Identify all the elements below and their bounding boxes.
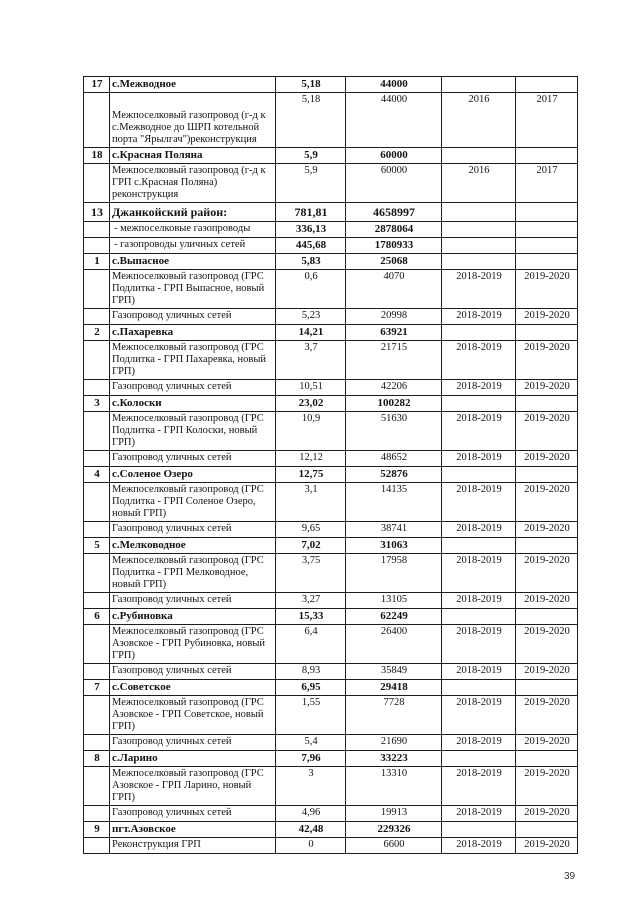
- start-period-cell: [442, 680, 516, 696]
- name-cell: [110, 522, 276, 538]
- name-line: порта "Ярылгач")реконструкция: [112, 134, 257, 145]
- cost-cell: 6600: [346, 838, 442, 854]
- name-cell: [110, 696, 276, 735]
- cost-cell: 42206: [346, 380, 442, 396]
- end-period-cell: [516, 325, 578, 341]
- name-line: ГРП): [112, 650, 135, 661]
- name-line: с.Колоски: [112, 397, 162, 409]
- length-cell: 3,7: [276, 341, 346, 380]
- name-line: ГРП): [112, 721, 135, 732]
- cost-cell: 4658997: [346, 203, 442, 222]
- detail-row: [84, 806, 578, 822]
- name-line: - межпоселковые газопроводы: [114, 223, 251, 234]
- start-period-cell: [442, 203, 516, 222]
- start-period-cell: [442, 751, 516, 767]
- end-period-cell: 2019-2020: [516, 522, 578, 538]
- name-line: с.Пахаревка: [112, 326, 174, 338]
- end-period-cell: 2019-2020: [516, 806, 578, 822]
- cost-cell: 29418: [346, 680, 442, 696]
- end-period-cell: [516, 822, 578, 838]
- name-line: Газопровод уличных сетей: [112, 452, 232, 463]
- start-period-cell: 2018-2019: [442, 309, 516, 325]
- name-line: Межпоселковый газопровод (ГРС: [112, 413, 264, 424]
- detail-row: [84, 664, 578, 680]
- row-number-cell: [84, 522, 110, 538]
- start-period-cell: 2018-2019: [442, 483, 516, 522]
- group-row: [84, 538, 578, 554]
- end-period-cell: [516, 396, 578, 412]
- cost-cell: 31063: [346, 538, 442, 554]
- length-cell: 6,4: [276, 625, 346, 664]
- detail-row: [84, 625, 578, 664]
- start-period-cell: 2018-2019: [442, 380, 516, 396]
- end-period-cell: [516, 467, 578, 483]
- start-period-cell: 2018-2019: [442, 735, 516, 751]
- end-period-cell: [516, 609, 578, 625]
- name-line: ГРП): [112, 437, 135, 448]
- cost-cell: 100282: [346, 396, 442, 412]
- group-row: [84, 77, 578, 93]
- start-period-cell: [442, 609, 516, 625]
- end-period-cell: [516, 538, 578, 554]
- name-line: с.Ларино: [112, 752, 158, 764]
- row-number-cell: [84, 270, 110, 309]
- cost-cell: 2878064: [346, 222, 442, 238]
- name-cell: [110, 270, 276, 309]
- start-period-cell: 2016: [442, 164, 516, 203]
- cost-cell: 13310: [346, 767, 442, 806]
- name-line: с.Соленое Озеро: [112, 468, 193, 480]
- end-period-cell: 2019-2020: [516, 838, 578, 854]
- row-number-cell: [84, 696, 110, 735]
- name-line: Газопровод уличных сетей: [112, 381, 232, 392]
- name-line: Газопровод уличных сетей: [112, 310, 232, 321]
- end-period-cell: [516, 148, 578, 164]
- name-cell: [110, 341, 276, 380]
- length-cell: 7,02: [276, 538, 346, 554]
- length-cell: 5,4: [276, 735, 346, 751]
- detail-row: [84, 522, 578, 538]
- name-line: с.Красная Поляна: [112, 149, 203, 161]
- name-cell: [110, 222, 276, 238]
- group-row: [84, 609, 578, 625]
- length-cell: 5,23: [276, 309, 346, 325]
- start-period-cell: 2018-2019: [442, 341, 516, 380]
- row-number-cell: 9: [84, 822, 110, 838]
- cost-cell: 26400: [346, 625, 442, 664]
- detail-row: [84, 735, 578, 751]
- cost-cell: 62249: [346, 609, 442, 625]
- cost-cell: 44000: [346, 77, 442, 93]
- end-period-cell: 2019-2020: [516, 696, 578, 735]
- name-line: ГРП): [112, 792, 135, 803]
- length-cell: 23,02: [276, 396, 346, 412]
- start-period-cell: 2018-2019: [442, 451, 516, 467]
- name-cell: [110, 609, 276, 625]
- name-cell: [110, 380, 276, 396]
- name-line: Межпоселковый газопровод (г-д к: [112, 165, 266, 176]
- cost-cell: 19913: [346, 806, 442, 822]
- name-cell: [110, 77, 276, 93]
- length-cell: 10,51: [276, 380, 346, 396]
- name-line: Подлитка - ГРП Выпасное, новый: [112, 283, 265, 294]
- detail-row: [84, 696, 578, 735]
- name-cell: [110, 467, 276, 483]
- gas-pipeline-table: [83, 76, 578, 854]
- row-number-cell: [84, 451, 110, 467]
- name-line: Азовское - ГРП Советское, новый: [112, 709, 264, 720]
- name-cell: [110, 664, 276, 680]
- end-period-cell: 2019-2020: [516, 380, 578, 396]
- cost-cell: 7728: [346, 696, 442, 735]
- detail-row: [84, 93, 578, 148]
- end-period-cell: [516, 751, 578, 767]
- row-number-cell: 1: [84, 254, 110, 270]
- name-cell: [110, 325, 276, 341]
- cost-cell: 21690: [346, 735, 442, 751]
- row-number-cell: [84, 806, 110, 822]
- end-period-cell: [516, 238, 578, 254]
- row-number-cell: [84, 838, 110, 854]
- row-number-cell: 6: [84, 609, 110, 625]
- detail-row: [84, 412, 578, 451]
- end-period-cell: 2017: [516, 164, 578, 203]
- row-number-cell: 18: [84, 148, 110, 164]
- start-period-cell: [442, 325, 516, 341]
- group-row: [84, 325, 578, 341]
- cost-cell: 14135: [346, 483, 442, 522]
- length-cell: 3,75: [276, 554, 346, 593]
- length-cell: 0,6: [276, 270, 346, 309]
- name-cell: [110, 767, 276, 806]
- table-body: [84, 77, 578, 854]
- name-line: Межпоселковый газопровод (ГРС: [112, 697, 264, 708]
- name-line: Газопровод уличных сетей: [112, 523, 232, 534]
- name-line: Подлитка - ГРП Колоски, новый: [112, 425, 258, 436]
- name-cell: [110, 93, 276, 148]
- name-cell: [110, 412, 276, 451]
- group-row: [84, 467, 578, 483]
- name-cell: [110, 254, 276, 270]
- length-cell: 445,68: [276, 238, 346, 254]
- name-line: Газопровод уличных сетей: [112, 665, 232, 676]
- cost-cell: 25068: [346, 254, 442, 270]
- end-period-cell: 2019-2020: [516, 309, 578, 325]
- end-period-cell: 2019-2020: [516, 483, 578, 522]
- end-period-cell: 2019-2020: [516, 451, 578, 467]
- name-line: с.Межводное до ШРП котельной: [112, 122, 260, 133]
- length-cell: 12,12: [276, 451, 346, 467]
- name-line: Межпоселковый газопровод (ГРС: [112, 342, 264, 353]
- length-cell: 1,55: [276, 696, 346, 735]
- start-period-cell: [442, 238, 516, 254]
- start-period-cell: [442, 467, 516, 483]
- cost-cell: 52876: [346, 467, 442, 483]
- row-number-cell: 17: [84, 77, 110, 93]
- row-number-cell: [84, 664, 110, 680]
- end-period-cell: 2019-2020: [516, 270, 578, 309]
- name-cell: [110, 822, 276, 838]
- row-number-cell: [84, 164, 110, 203]
- detail-row: [84, 483, 578, 522]
- length-cell: 15,33: [276, 609, 346, 625]
- length-cell: 14,21: [276, 325, 346, 341]
- start-period-cell: 2018-2019: [442, 554, 516, 593]
- name-cell: [110, 238, 276, 254]
- name-line: Подлитка - ГРП Соленое Озеро,: [112, 496, 256, 507]
- detail-row: [84, 270, 578, 309]
- name-cell: [110, 680, 276, 696]
- row-number-cell: [84, 238, 110, 254]
- name-cell: [110, 396, 276, 412]
- name-line: с.Рубиновка: [112, 610, 173, 622]
- detail-row: [84, 164, 578, 203]
- row-number-cell: 2: [84, 325, 110, 341]
- group-row: [84, 680, 578, 696]
- length-cell: 5,18: [276, 93, 346, 148]
- length-cell: 336,13: [276, 222, 346, 238]
- row-number-cell: [84, 483, 110, 522]
- detail-row: [84, 341, 578, 380]
- name-line: Межпоселковый газопровод (г-д к: [112, 110, 266, 121]
- length-cell: 42,48: [276, 822, 346, 838]
- cost-cell: 60000: [346, 148, 442, 164]
- end-period-cell: 2019-2020: [516, 593, 578, 609]
- length-cell: 5,18: [276, 77, 346, 93]
- detail-row: [84, 451, 578, 467]
- name-line: Азовское - ГРП Ларино, новый: [112, 780, 252, 791]
- row-number-cell: [84, 412, 110, 451]
- length-cell: 10,9: [276, 412, 346, 451]
- start-period-cell: 2018-2019: [442, 522, 516, 538]
- name-line: ГРП): [112, 366, 135, 377]
- length-cell: 8,93: [276, 664, 346, 680]
- group-row: [84, 396, 578, 412]
- row-number-cell: [84, 309, 110, 325]
- cost-cell: 1780933: [346, 238, 442, 254]
- cost-cell: 63921: [346, 325, 442, 341]
- name-line: Подлитка - ГРП Мелководное,: [112, 567, 249, 578]
- name-cell: [110, 735, 276, 751]
- name-cell: [110, 538, 276, 554]
- end-period-cell: 2017: [516, 93, 578, 148]
- detail-row: [84, 593, 578, 609]
- start-period-cell: [442, 77, 516, 93]
- row-number-cell: 13: [84, 203, 110, 222]
- cost-cell: 13105: [346, 593, 442, 609]
- row-number-cell: [84, 735, 110, 751]
- start-period-cell: 2018-2019: [442, 593, 516, 609]
- start-period-cell: 2018-2019: [442, 664, 516, 680]
- name-cell: [110, 751, 276, 767]
- cost-cell: 229326: [346, 822, 442, 838]
- start-period-cell: 2018-2019: [442, 625, 516, 664]
- page-number: 39: [564, 871, 576, 882]
- detail-row: [84, 767, 578, 806]
- length-cell: 7,96: [276, 751, 346, 767]
- name-line: Реконструкция ГРП: [112, 839, 201, 850]
- end-period-cell: 2019-2020: [516, 664, 578, 680]
- end-period-cell: 2019-2020: [516, 767, 578, 806]
- name-line: Газопровод уличных сетей: [112, 807, 232, 818]
- row-number-cell: 7: [84, 680, 110, 696]
- start-period-cell: 2018-2019: [442, 270, 516, 309]
- start-period-cell: [442, 222, 516, 238]
- end-period-cell: [516, 254, 578, 270]
- row-number-cell: [84, 380, 110, 396]
- row-number-cell: [84, 341, 110, 380]
- detail-row: [84, 838, 578, 854]
- row-number-cell: [84, 625, 110, 664]
- name-line: новый ГРП): [112, 579, 167, 590]
- row-number-cell: [84, 222, 110, 238]
- length-cell: 5,9: [276, 148, 346, 164]
- name-cell: [110, 483, 276, 522]
- group-row: [84, 751, 578, 767]
- length-cell: 9,65: [276, 522, 346, 538]
- length-cell: 781,81: [276, 203, 346, 222]
- group-row: [84, 203, 578, 222]
- length-cell: 4,96: [276, 806, 346, 822]
- row-number-cell: [84, 767, 110, 806]
- cost-cell: 21715: [346, 341, 442, 380]
- group-row: [84, 822, 578, 838]
- end-period-cell: 2019-2020: [516, 735, 578, 751]
- start-period-cell: [442, 822, 516, 838]
- cost-cell: 35849: [346, 664, 442, 680]
- name-line: Подлитка - ГРП Пахаревка, новый: [112, 354, 267, 365]
- cost-cell: 48652: [346, 451, 442, 467]
- row-number-cell: 4: [84, 467, 110, 483]
- row-number-cell: 5: [84, 538, 110, 554]
- name-line: Газопровод уличных сетей: [112, 736, 232, 747]
- row-number-cell: 8: [84, 751, 110, 767]
- detail-row: [84, 309, 578, 325]
- start-period-cell: 2018-2019: [442, 696, 516, 735]
- name-line: Газопровод уличных сетей: [112, 594, 232, 605]
- name-line: пгт.Азовское: [112, 823, 176, 835]
- row-number-cell: [84, 554, 110, 593]
- name-line: с.Мелководное: [112, 539, 186, 551]
- detail-row: [84, 380, 578, 396]
- name-line: Азовское - ГРП Рубиновка, новый: [112, 638, 266, 649]
- name-line: Межпоселковый газопровод (ГРС: [112, 271, 264, 282]
- name-line: новый ГРП): [112, 508, 167, 519]
- end-period-cell: [516, 222, 578, 238]
- name-line: с.Выпасное: [112, 255, 169, 267]
- name-cell: [110, 554, 276, 593]
- name-line: реконструкция: [112, 189, 179, 200]
- name-line: Межпоселковый газопровод (ГРС: [112, 768, 264, 779]
- cost-cell: 4070: [346, 270, 442, 309]
- name-line: ГРП с.Красная Поляна): [112, 177, 218, 188]
- length-cell: 6,95: [276, 680, 346, 696]
- name-line: с.Советское: [112, 681, 171, 693]
- start-period-cell: [442, 396, 516, 412]
- start-period-cell: 2018-2019: [442, 838, 516, 854]
- end-period-cell: [516, 203, 578, 222]
- row-number-cell: [84, 593, 110, 609]
- row-number-cell: [84, 93, 110, 148]
- group-row: [84, 148, 578, 164]
- detail-row: [84, 238, 578, 254]
- start-period-cell: 2018-2019: [442, 412, 516, 451]
- length-cell: 3,1: [276, 483, 346, 522]
- detail-row: [84, 554, 578, 593]
- name-line: с.Межводное: [112, 78, 177, 90]
- length-cell: 3,27: [276, 593, 346, 609]
- name-cell: [110, 309, 276, 325]
- name-cell: [110, 838, 276, 854]
- end-period-cell: 2019-2020: [516, 341, 578, 380]
- cost-cell: 17958: [346, 554, 442, 593]
- name-line: Межпоселковый газопровод (ГРС: [112, 626, 264, 637]
- end-period-cell: 2019-2020: [516, 412, 578, 451]
- start-period-cell: [442, 148, 516, 164]
- length-cell: 5,9: [276, 164, 346, 203]
- name-cell: [110, 148, 276, 164]
- name-line: Межпоселковый газопровод (ГРС: [112, 555, 264, 566]
- length-cell: 12,75: [276, 467, 346, 483]
- detail-row: [84, 222, 578, 238]
- name-cell: [110, 625, 276, 664]
- cost-cell: 51630: [346, 412, 442, 451]
- cost-cell: 33223: [346, 751, 442, 767]
- cost-cell: 38741: [346, 522, 442, 538]
- name-cell: [110, 203, 276, 222]
- start-period-cell: 2018-2019: [442, 806, 516, 822]
- name-cell: [110, 164, 276, 203]
- end-period-cell: 2019-2020: [516, 554, 578, 593]
- name-cell: [110, 806, 276, 822]
- name-line: Джанкойский район:: [112, 205, 228, 219]
- name-line: Межпоселковый газопровод (ГРС: [112, 484, 264, 495]
- end-period-cell: [516, 77, 578, 93]
- end-period-cell: [516, 680, 578, 696]
- cost-cell: 44000: [346, 93, 442, 148]
- start-period-cell: [442, 254, 516, 270]
- row-number-cell: 3: [84, 396, 110, 412]
- name-line: ГРП): [112, 295, 135, 306]
- start-period-cell: 2018-2019: [442, 767, 516, 806]
- cost-cell: 20998: [346, 309, 442, 325]
- length-cell: 0: [276, 838, 346, 854]
- start-period-cell: 2016: [442, 93, 516, 148]
- name-cell: [110, 451, 276, 467]
- group-row: [84, 254, 578, 270]
- name-line: - газопроводы уличных сетей: [114, 239, 246, 250]
- cost-cell: 60000: [346, 164, 442, 203]
- length-cell: 3: [276, 767, 346, 806]
- start-period-cell: [442, 538, 516, 554]
- length-cell: 5,83: [276, 254, 346, 270]
- name-cell: [110, 593, 276, 609]
- end-period-cell: 2019-2020: [516, 625, 578, 664]
